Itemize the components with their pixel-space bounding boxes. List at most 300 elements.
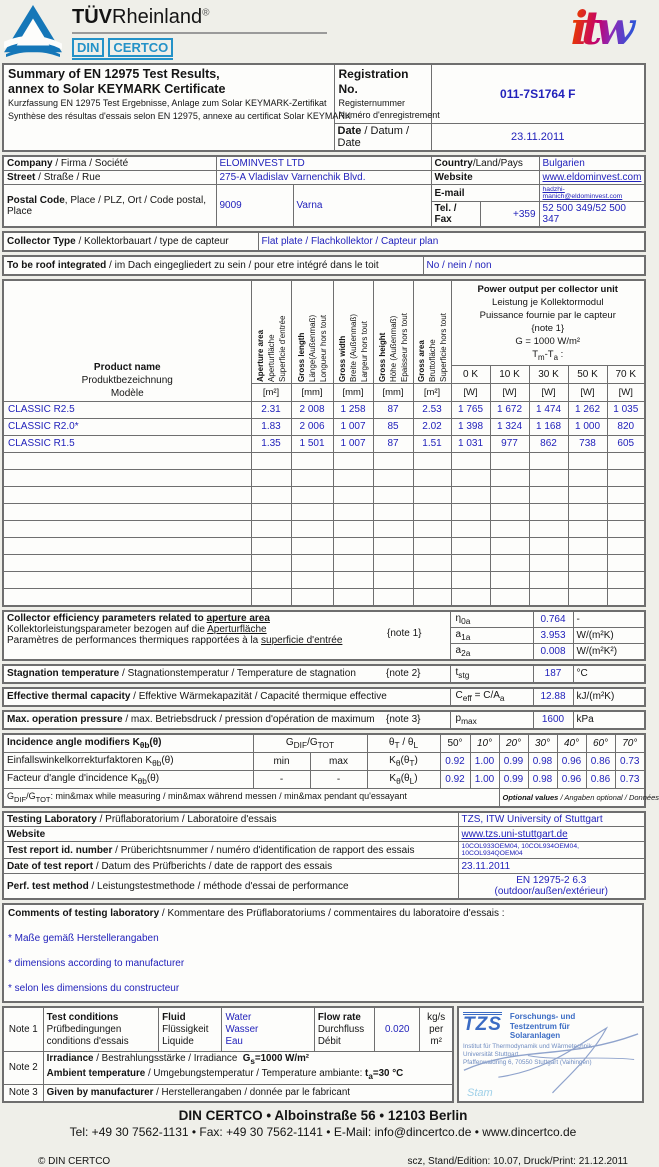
empty-cell: [373, 520, 413, 537]
iam-label-fr: Facteur d'angle d'incidence $K_{\theta b}(\theta)$: [3, 770, 253, 788]
product-value: 87: [373, 401, 413, 418]
product-row: [3, 418, 645, 435]
note1-flow-unit: kg/s per m²: [420, 1007, 453, 1051]
product-value: 1 262: [568, 401, 607, 418]
iam-kt-row: [3, 752, 645, 770]
empty-cell: [568, 571, 607, 588]
iam-max-value: -: [310, 770, 367, 788]
lab-website-label: Website: [3, 827, 458, 842]
product-value: 85: [373, 418, 413, 435]
empty-product-row: [3, 469, 645, 486]
empty-cell: [451, 452, 490, 469]
product-value: 1 474: [529, 401, 568, 418]
itw-logo: itw: [571, 4, 642, 52]
notes-section: [2, 1006, 644, 1103]
unit-cell: [W]: [529, 383, 568, 401]
empty-cell: [251, 469, 291, 486]
pressure-value: 1600: [533, 711, 573, 729]
registration-number: 011-7S1764 F: [431, 64, 645, 124]
company-table: [2, 155, 646, 228]
empty-cell: [529, 520, 568, 537]
place-value: Varna: [293, 185, 431, 228]
empty-cell: [291, 554, 333, 571]
empty-cell: [490, 452, 529, 469]
iam-angle-header: 60°: [586, 734, 615, 753]
empty-cell: [568, 537, 607, 554]
company-website-link[interactable]: www.eldominvest.com: [539, 171, 645, 185]
empty-product-row: [3, 571, 645, 588]
empty-cell: [333, 571, 373, 588]
efficiency-label: [3, 611, 450, 660]
empty-cell: [607, 486, 645, 503]
empty-cell: [3, 452, 251, 469]
title-line-en1: Summary of EN 12975 Test Results,: [8, 67, 220, 81]
empty-cell: [3, 469, 251, 486]
registration-label-de: Registernummer: [338, 98, 406, 108]
iam-footnote-row: [3, 788, 645, 807]
eta0a-unit: -: [573, 611, 645, 628]
report-id-value: 10COL933OEM04, 10COL934OEM04, 10COL934QOEM04: [458, 842, 645, 859]
product-value: 1 324: [490, 418, 529, 435]
product-value: 1.83: [251, 418, 291, 435]
product-table-head: [3, 280, 645, 401]
product-value: 977: [490, 435, 529, 452]
empty-cell: [451, 469, 490, 486]
iam-angle-header: 70°: [615, 734, 645, 753]
empty-cell: [413, 486, 451, 503]
iam-kl-value: 0.92: [440, 770, 470, 788]
empty-cell: [607, 503, 645, 520]
empty-cell: [451, 503, 490, 520]
empty-cell: [291, 452, 333, 469]
empty-cell: [451, 571, 490, 588]
iam-kt-value: 0.92: [440, 752, 470, 770]
stagnation-unit: °C: [573, 665, 645, 683]
empty-cell: [451, 486, 490, 503]
product-value: 2 006: [291, 418, 333, 435]
comment-line-3: * selon les dimensions du constructeur: [8, 983, 180, 995]
postal-code-value: 9009: [216, 185, 293, 228]
power-output-header: Power output per collector unit Leistung je Kollektormodul Puissance fournie par le capteur {note 1} G = 1000 W/m² $T_m-T_a$ :: [451, 280, 645, 365]
tuv-text: TÜV: [72, 6, 112, 28]
iam-optional-note: Optional values / Angaben optional / Données: [499, 788, 645, 807]
test-method-value: EN 12975-2 6.3 (outdoor/außen/extérieur): [458, 874, 645, 900]
collector-type-table: [2, 231, 646, 252]
note2-text: Irradiance / Bestrahlungsstärke / Irradiance $G_s=1000$ W/m² Ambient temperature / Umgebungstemperatur / Temperature ambiante: $t_a=30$ °C: [43, 1051, 453, 1084]
temp-col-header: 50 K: [568, 365, 607, 383]
empty-product-row: [3, 537, 645, 554]
empty-cell: [251, 571, 291, 588]
stamp-university: Universität Stuttgart: [463, 1050, 519, 1058]
product-value: 87: [373, 435, 413, 452]
empty-cell: [529, 571, 568, 588]
empty-cell: [3, 554, 251, 571]
empty-cell: [568, 452, 607, 469]
empty-product-row: [3, 588, 645, 606]
empty-cell: [373, 503, 413, 520]
product-value: 2.02: [413, 418, 451, 435]
note2-id: Note 2: [3, 1051, 43, 1084]
product-value: 1 501: [291, 435, 333, 452]
title-block: [3, 64, 351, 151]
empty-cell: [251, 554, 291, 571]
empty-cell: [291, 588, 333, 606]
gross-area-header: Gross area Bruttofläche Superficie hors tout: [413, 280, 451, 383]
stagnation-label: Stagnation temperature / Stagnationstemperatur / Temperature de stagnation {note 2}: [3, 665, 450, 683]
empty-cell: [291, 503, 333, 520]
empty-product-row: [3, 452, 645, 469]
a2a-unit: W/(m²K²): [573, 643, 645, 660]
date-value: 23.11.2011: [431, 124, 645, 152]
empty-cell: [3, 537, 251, 554]
empty-cell: [490, 588, 529, 606]
empty-cell: [291, 486, 333, 503]
empty-cell: [3, 520, 251, 537]
tzs-stamp: [457, 1006, 644, 1103]
iam-min-header: min: [253, 752, 310, 770]
note3-text: Given by manufacturer / Herstellerangaben / donnée par le fabricant: [43, 1084, 453, 1102]
iam-kl-row: [3, 770, 645, 788]
company-value: ELOMINVEST LTD: [216, 156, 431, 171]
empty-cell: [490, 469, 529, 486]
product-value: 1 007: [333, 418, 373, 435]
iam-kt-value: 0.73: [615, 752, 645, 770]
empty-cell: [3, 486, 251, 503]
efficiency-table: [2, 610, 646, 661]
website-label: Website: [431, 171, 539, 185]
a1a-unit: W/(m²K): [573, 627, 645, 643]
product-value: 1 258: [333, 401, 373, 418]
footer-address: DIN CERTCO • Alboinstraße 56 • 12103 Berlin: [178, 1108, 468, 1124]
product-value: 1 000: [568, 418, 607, 435]
iam-theta-header: $\theta_T / \theta_L$: [367, 734, 440, 753]
empty-cell: [251, 486, 291, 503]
product-name: CLASSIC R2.5: [3, 401, 251, 418]
stamp-line-2: Testzentrum für: [509, 1021, 570, 1031]
empty-cell: [333, 588, 373, 606]
empty-cell: [3, 503, 251, 520]
empty-cell: [607, 469, 645, 486]
report-date-label: Date of test report / Datum des Prüfberichts / date de rapport des essais: [3, 859, 458, 874]
iam-label-en: Incidence angle modifiers $K_{\theta b}(\theta)$: [3, 734, 253, 753]
title-line-de: Kurzfassung EN 12975 Test Ergebnisse, Anlage zum Solar KEYMARK-Zertifikat: [8, 98, 327, 108]
empty-cell: [490, 503, 529, 520]
comments-header: Comments of testing laboratory / Kommentare des Prüflaboratoriums / commentaires du laboratoire d'essais :: [8, 908, 505, 920]
empty-cell: [607, 452, 645, 469]
empty-cell: [490, 520, 529, 537]
empty-cell: [568, 520, 607, 537]
certco-box: CERTCO: [108, 38, 173, 57]
country-value: Bulgarien: [539, 156, 645, 171]
empty-cell: [413, 537, 451, 554]
rheinland-text: Rheinland: [112, 6, 203, 28]
product-rows: [3, 401, 645, 606]
iam-kl-value: 0.98: [528, 770, 557, 788]
empty-cell: [251, 588, 291, 606]
unit-cell: [m²]: [413, 383, 451, 401]
empty-cell: [373, 452, 413, 469]
product-value: 1 035: [607, 401, 645, 418]
iam-kl-value: 0.99: [499, 770, 528, 788]
empty-cell: [529, 452, 568, 469]
company-label: Company / Firma / Société: [3, 156, 216, 171]
iam-kt-value: 0.96: [557, 752, 586, 770]
notes-table: [2, 1006, 454, 1103]
tel-prefix: +359: [480, 202, 539, 228]
product-value: 738: [568, 435, 607, 452]
product-value: 1 031: [451, 435, 490, 452]
iam-kt-value: 0.86: [586, 752, 615, 770]
iam-angle-header: 10°: [470, 734, 499, 753]
empty-cell: [529, 554, 568, 571]
note1-flow-value: 0.020: [375, 1007, 420, 1051]
country-label: Country/Land/Pays: [431, 156, 539, 171]
iam-table: [2, 733, 659, 808]
header-logos: [2, 2, 644, 60]
product-table: [2, 279, 646, 607]
a2a-symbol: $a_{2a}$: [450, 643, 533, 660]
capacity-unit: kJ/(m²K): [573, 688, 645, 706]
empty-cell: [413, 503, 451, 520]
empty-cell: [291, 469, 333, 486]
empty-product-row: [3, 486, 645, 503]
iam-max-header: max: [310, 752, 367, 770]
empty-cell: [291, 571, 333, 588]
comment-line-1: * Maße gemäß Herstellerangaben: [8, 933, 159, 945]
a1a-symbol: $a_{1a}$: [450, 627, 533, 643]
empty-cell: [3, 571, 251, 588]
empty-cell: [413, 571, 451, 588]
efficiency-label-de: Kollektorleistungsparameter bezogen auf die Aperturfläche: [7, 623, 267, 635]
empty-cell: [490, 571, 529, 588]
iam-kl-label: $K_\theta(\theta_L)$: [367, 770, 440, 788]
empty-cell: [251, 520, 291, 537]
report-id-label: Test report id. number / Prüberichtsnummer / numéro d'identification de rapport des essais: [3, 842, 458, 859]
product-value: 1 168: [529, 418, 568, 435]
footer-edition: scz, Stand/Edition: 10.07, Druck/Print: 21.12.2011: [407, 1156, 628, 1167]
footer: [2, 1107, 644, 1167]
iam-header-row: [3, 734, 645, 753]
footer-copyright: © DIN CERTCO: [38, 1156, 111, 1167]
capacity-symbol: $C_{eff} = C/A_a$: [450, 688, 533, 706]
lab-table: [2, 811, 646, 901]
stagnation-symbol: $t_{stg}$: [450, 665, 533, 683]
gross-height-header: Gross height Höhe (Außenmaß) Epaisseur hors tout: [373, 280, 413, 383]
gross-width-header: Gross width Breite (Außenmaß) Largeur hors tout: [333, 280, 373, 383]
empty-cell: [333, 554, 373, 571]
pressure-note: {note 3}: [386, 714, 421, 726]
unit-cell: [W]: [451, 383, 490, 401]
registration-labels: [334, 64, 440, 124]
registration-label-fr: Numéro d'enregistrement: [338, 110, 440, 120]
empty-cell: [251, 537, 291, 554]
din-certco-logo: [72, 38, 173, 60]
product-value: 862: [529, 435, 568, 452]
unit-cell: [W]: [568, 383, 607, 401]
footer-contact: Tel: +49 30 7562-1131 • Fax: +49 30 7562-1141 • E-Mail: info@dincertco.de • www.dincertco.de: [69, 1125, 577, 1140]
empty-cell: [373, 571, 413, 588]
empty-cell: [490, 486, 529, 503]
lab-label: Testing Laboratory / Prüflaboratorium / Laboratoire d'essais: [3, 812, 458, 827]
empty-cell: [451, 520, 490, 537]
empty-cell: [333, 503, 373, 520]
empty-cell: [568, 503, 607, 520]
stagnation-value: 187: [533, 665, 573, 683]
comment-line-2: * dimensions according to manufacturer: [8, 958, 185, 970]
efficiency-note: {note 1}: [387, 627, 422, 639]
empty-cell: [529, 588, 568, 606]
gross-length-header: Gross length Länge(Außenmaß) Longueur hors tout: [291, 280, 333, 383]
iam-angle-header: 20°: [499, 734, 528, 753]
tuv-rheinland-logo: [4, 4, 327, 60]
product-name: CLASSIC R2.0*: [3, 418, 251, 435]
din-box: DIN: [72, 38, 104, 57]
temp-col-header: 0 K: [451, 365, 490, 383]
empty-cell: [291, 520, 333, 537]
iam-min-value: -: [253, 770, 310, 788]
capacity-table: [2, 687, 646, 707]
iam-angle-header: 30°: [528, 734, 557, 753]
empty-cell: [291, 537, 333, 554]
roof-integrated-value: No / nein / non: [423, 256, 645, 275]
tzs-logo: TZS: [463, 1014, 502, 1036]
empty-cell: [3, 588, 251, 606]
company-email-link[interactable]: hadzhi-manich@eldominvest.com: [539, 185, 645, 202]
empty-cell: [333, 537, 373, 554]
eta0a-value: 0.764: [533, 611, 573, 628]
empty-cell: [373, 486, 413, 503]
empty-cell: [568, 588, 607, 606]
product-value: 1 672: [490, 401, 529, 418]
iam-angle-header: 40°: [557, 734, 586, 753]
efficiency-label-fr: Paramètres de performances thermiques rapportées à la superficie d'entrée: [7, 634, 343, 646]
aperture-area-header: Aperture area Aperturfläche Superficie d'entrée: [251, 280, 291, 383]
title-table: [2, 63, 646, 152]
stamp-watermark: Stam: [467, 1087, 493, 1100]
empty-product-row: [3, 520, 645, 537]
product-name-header: Product name Produktbezeichnung Modèle: [3, 280, 251, 401]
iam-gdif-header: $G_{DIF}/G_{TOT}$: [253, 734, 367, 753]
product-row: [3, 435, 645, 452]
product-value: 605: [607, 435, 645, 452]
comments-box: [2, 903, 644, 1003]
report-date-value: 23.11.2011: [458, 859, 645, 874]
collector-type-value: Flat plate / Flachkollektor / Capteur plan: [258, 232, 645, 251]
empty-cell: [413, 520, 451, 537]
date-label: Date / Datum / Date: [334, 124, 431, 152]
unit-cell: [mm]: [333, 383, 373, 401]
unit-cell: [mm]: [291, 383, 333, 401]
test-method-label: Perf. test method / Leistungstestmethode / méthode d'essai de performance: [3, 874, 458, 900]
empty-cell: [607, 571, 645, 588]
capacity-label: Effective thermal capacity / Effektive Wärmekapazität / Capacité thermique effective: [3, 688, 450, 706]
iam-kl-value: 0.96: [557, 770, 586, 788]
iam-kl-value: 0.73: [615, 770, 645, 788]
empty-cell: [413, 452, 451, 469]
postal-label: Postal Code, Place / PLZ, Ort / Code postal, Place: [3, 185, 216, 228]
roof-integrated-table: [2, 255, 646, 276]
registered-mark: ®: [202, 7, 210, 19]
tuv-rheinland-wordmark: [72, 4, 327, 60]
eta0a-symbol: $\eta_{0a}$: [450, 611, 533, 628]
capacity-value: 12.88: [533, 688, 573, 706]
empty-cell: [529, 486, 568, 503]
empty-cell: [568, 469, 607, 486]
street-value: 275-A Vladislav Varnenchik Blvd.: [216, 171, 431, 185]
logo-divider: [72, 32, 327, 34]
product-value: 1 765: [451, 401, 490, 418]
iam-kt-value: 1.00: [470, 752, 499, 770]
stamp-line-1: Forschungs- und: [509, 1012, 576, 1022]
iam-footnote: $G_{DIF}/G_{TOT}$: min&max while measuring / min&max während messen / min&max pendant qu'essayant: [3, 788, 499, 807]
temp-col-header: 30 K: [529, 365, 568, 383]
iam-label-de: Einfallswinkelkorrekturfaktoren $K_{\theta b}(\theta)$: [3, 752, 253, 770]
note3-id: Note 3: [3, 1084, 43, 1102]
pressure-table: [2, 710, 646, 730]
certificate-page: [2, 0, 659, 1167]
empty-cell: [413, 554, 451, 571]
empty-cell: [529, 469, 568, 486]
unit-cell: [m²]: [251, 383, 291, 401]
pressure-unit: kPa: [573, 711, 645, 729]
stagnation-note: {note 2}: [386, 668, 421, 680]
title-line-fr: Synthèse des résultas d'essais selon EN 12975, annexe au certificat Solar KEYMARK: [8, 111, 351, 121]
collector-type-label: Collector Type / Kollektorbauart / type de capteur: [3, 232, 258, 251]
tuv-triangle-icon: [4, 4, 62, 58]
product-value: 2.53: [413, 401, 451, 418]
a1a-value: 3.953: [533, 627, 573, 643]
stagnation-table: [2, 664, 646, 684]
telfax-value: 52 500 349/52 500 347: [539, 202, 645, 228]
iam-kt-value: 0.99: [499, 752, 528, 770]
empty-cell: [413, 588, 451, 606]
empty-cell: [333, 520, 373, 537]
lab-value: TZS, ITW University of Stuttgart: [458, 812, 645, 827]
empty-cell: [607, 588, 645, 606]
product-value: 820: [607, 418, 645, 435]
empty-cell: [373, 469, 413, 486]
iam-kl-value: 0.86: [586, 770, 615, 788]
iam-kt-label: $K_\theta(\theta_T)$: [367, 752, 440, 770]
efficiency-label-en: Collector efficiency parameters related to aperture area: [7, 612, 270, 624]
stamp-line-3: Solaranlagen: [509, 1031, 561, 1041]
empty-cell: [568, 486, 607, 503]
street-label: Street / Straße / Rue: [3, 171, 216, 185]
a2a-value: 0.008: [533, 643, 573, 660]
empty-cell: [607, 537, 645, 554]
empty-cell: [529, 503, 568, 520]
note1-id: Note 1: [3, 1007, 43, 1051]
empty-cell: [373, 537, 413, 554]
stamp-address: Pfaffenwaldring 6, 70550 Stuttgart (Vaihingen): [463, 1058, 592, 1066]
temp-col-header: 70 K: [607, 365, 645, 383]
lab-website-link[interactable]: www.tzs.uni-stuttgart.de: [458, 827, 645, 842]
unit-cell: [mm]: [373, 383, 413, 401]
empty-cell: [373, 588, 413, 606]
empty-cell: [490, 537, 529, 554]
empty-cell: [490, 554, 529, 571]
roof-integrated-label: To be roof integrated / im Dach eingegliedert zu sein / pour etre intégré dans le toit: [3, 256, 423, 275]
empty-cell: [568, 554, 607, 571]
empty-cell: [333, 469, 373, 486]
stamp-institute: Institut für Thermodynamik und Wärmetechnik: [463, 1042, 592, 1050]
unit-cell: [W]: [490, 383, 529, 401]
empty-cell: [529, 537, 568, 554]
note1-conditions: Test conditions Prüfbedingungen conditions d'essais: [43, 1007, 159, 1051]
iam-kt-value: 0.98: [528, 752, 557, 770]
iam-kl-value: 1.00: [470, 770, 499, 788]
product-value: 2.31: [251, 401, 291, 418]
